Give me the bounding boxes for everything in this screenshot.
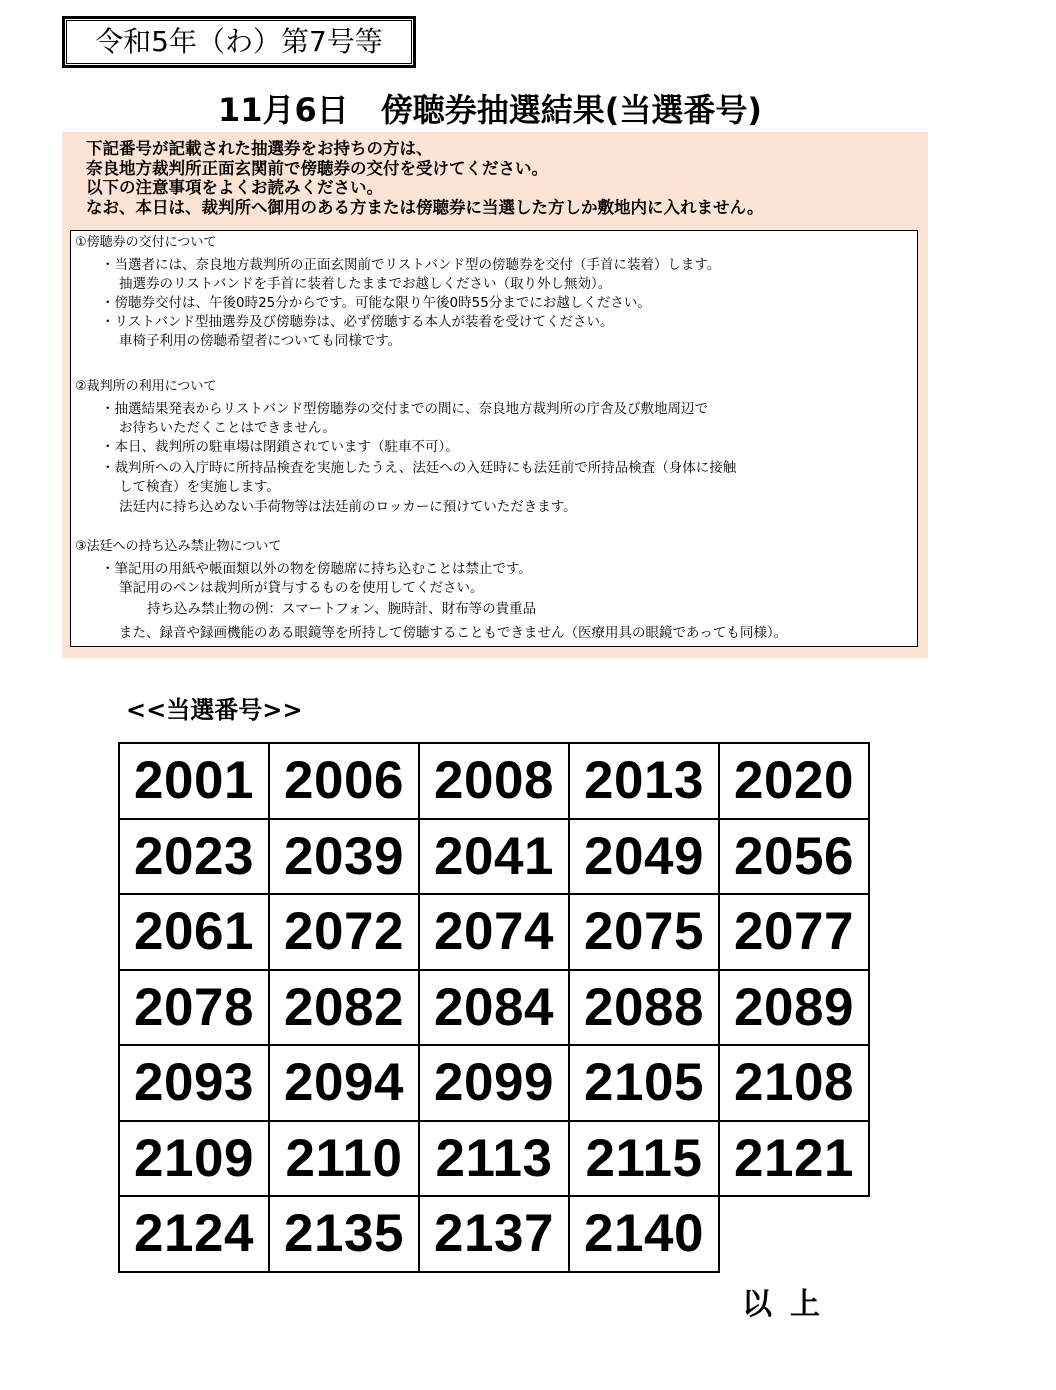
rule-line: 持ち込み禁止物の例：スマートフォン、腕時計、財布等の貴重品 — [147, 601, 537, 617]
rule-line: 抽選券のリストバンドを手首に装着したままでお越しください（取り外し無効）。 — [119, 276, 612, 292]
section-title: ③法廷への持ち込み禁止物について — [75, 539, 282, 554]
winning-number-cell: 2140 — [569, 1196, 719, 1272]
winning-number-cell: 2093 — [119, 1045, 269, 1121]
winning-number-cell: 2088 — [569, 970, 719, 1046]
winning-number-cell: 2008 — [419, 743, 569, 819]
winning-numbers-table — [118, 742, 870, 1273]
rule-line: ・裁判所への入庁時に所持品検査を実施したうえ、法廷への入廷時にも法廷前で所持品検査（身体に接触 — [101, 460, 737, 476]
section-title: ②裁判所の利用について — [75, 379, 217, 394]
winning-number-cell: 2001 — [119, 743, 269, 819]
table-row — [119, 1196, 869, 1272]
winning-number-cell: 2108 — [719, 1045, 869, 1121]
rule-line: ・筆記用の用紙や帳面類以外の物を傍聴席に持ち込むことは禁止です。 — [101, 561, 532, 577]
winning-number-cell: 2082 — [269, 970, 419, 1046]
winning-number-cell: 2099 — [419, 1045, 569, 1121]
rule-line: また、録音や録画機能のある眼鏡等を所持して傍聴することもできません（医療用具の眼鏡であっても同様）。 — [119, 625, 788, 641]
winning-number-cell: 2077 — [719, 894, 869, 970]
case-number: 令和5年（わ）第7号等 — [62, 16, 416, 68]
winning-number-cell: 2110 — [269, 1121, 419, 1197]
rule-line: ・傍聴券交付は、午後0時25分からです。可能な限り午後0時55分までにお越しください。 — [101, 295, 651, 311]
winning-number-cell: 2041 — [419, 819, 569, 895]
rule-line: 車椅子利用の傍聴希望者についても同様です。 — [119, 333, 402, 349]
winning-number-cell: 2115 — [569, 1121, 719, 1197]
winning-number-cell: 2084 — [419, 970, 569, 1046]
intro-line: 下記番号が記載された抽選券をお持ちの方は、 — [86, 139, 433, 158]
winning-number-cell: 2056 — [719, 819, 869, 895]
table-row — [119, 819, 869, 895]
rule-line: 筆記用のペンは裁判所が貸与するものを使用してください。 — [119, 580, 484, 596]
rule-line: お待ちいただくことはできません。 — [119, 420, 336, 436]
winning-number-cell: 2049 — [569, 819, 719, 895]
winning-number-cell: 2013 — [569, 743, 719, 819]
table-row — [119, 743, 869, 819]
table-row — [119, 894, 869, 970]
winning-number-cell: 2023 — [119, 819, 269, 895]
intro-line: 以下の注意事項をよくお読みください。 — [86, 178, 383, 197]
intro-line: なお、本日は、裁判所へ御用のある方または傍聴券に当選した方しか敷地内に入れません。 — [86, 197, 764, 217]
table-row — [119, 1045, 869, 1121]
winning-number-cell: 2020 — [719, 743, 869, 819]
winning-number-cell: 2135 — [269, 1196, 419, 1272]
rules-box — [70, 230, 918, 647]
rule-line: 法廷内に持ち込めない手荷物等は法廷前のロッカーに預けていただきます。 — [119, 499, 577, 515]
winning-number-cell: 2072 — [269, 894, 419, 970]
winning-number-cell: 2089 — [719, 970, 869, 1046]
winning-numbers-heading: <<当選番号>> — [126, 696, 303, 724]
winning-number-cell: 2105 — [569, 1045, 719, 1121]
table-row — [119, 970, 869, 1046]
rule-line: ・リストバンド型抽選券及び傍聴券は、必ず傍聴する本人が装着を受けてください。 — [101, 314, 614, 330]
table-row — [119, 1121, 869, 1197]
notice-panel — [62, 132, 928, 658]
winning-number-cell: 2078 — [119, 970, 269, 1046]
winning-number-cell: 2039 — [269, 819, 419, 895]
rule-line: ・抽選結果発表からリストバンド型傍聴券の交付までの間に、奈良地方裁判所の庁舎及び敷地周辺で — [101, 401, 708, 417]
rule-line: ・本日、裁判所の駐車場は閉鎖されています（駐車不可）。 — [101, 439, 459, 455]
winning-number-cell: 2124 — [119, 1196, 269, 1272]
winning-number-cell: 2061 — [119, 894, 269, 970]
closing-text: 以上 — [742, 1287, 838, 1322]
winning-number-cell: 2121 — [719, 1121, 869, 1197]
winning-number-cell: 2113 — [419, 1121, 569, 1197]
page-title: 11月6日 傍聴券抽選結果(当選番号) — [218, 91, 763, 129]
winning-number-cell: 2094 — [269, 1045, 419, 1121]
winning-number-cell: 2109 — [119, 1121, 269, 1197]
winning-number-cell: 2074 — [419, 894, 569, 970]
empty-cell — [719, 1196, 869, 1272]
section-title: ①傍聴券の交付について — [75, 235, 217, 250]
winning-number-cell: 2075 — [569, 894, 719, 970]
winning-number-cell: 2137 — [419, 1196, 569, 1272]
rule-line: ・当選者には、奈良地方裁判所の正面玄関前でリストバンド型の傍聴券を交付（手首に装着）します。 — [101, 257, 721, 273]
intro-text — [86, 139, 916, 217]
intro-line: 奈良地方裁判所正面玄関前で傍聴券の交付を受けてください。 — [86, 158, 548, 178]
winning-number-cell: 2006 — [269, 743, 419, 819]
rule-line: して検査）を実施します。 — [119, 479, 280, 495]
